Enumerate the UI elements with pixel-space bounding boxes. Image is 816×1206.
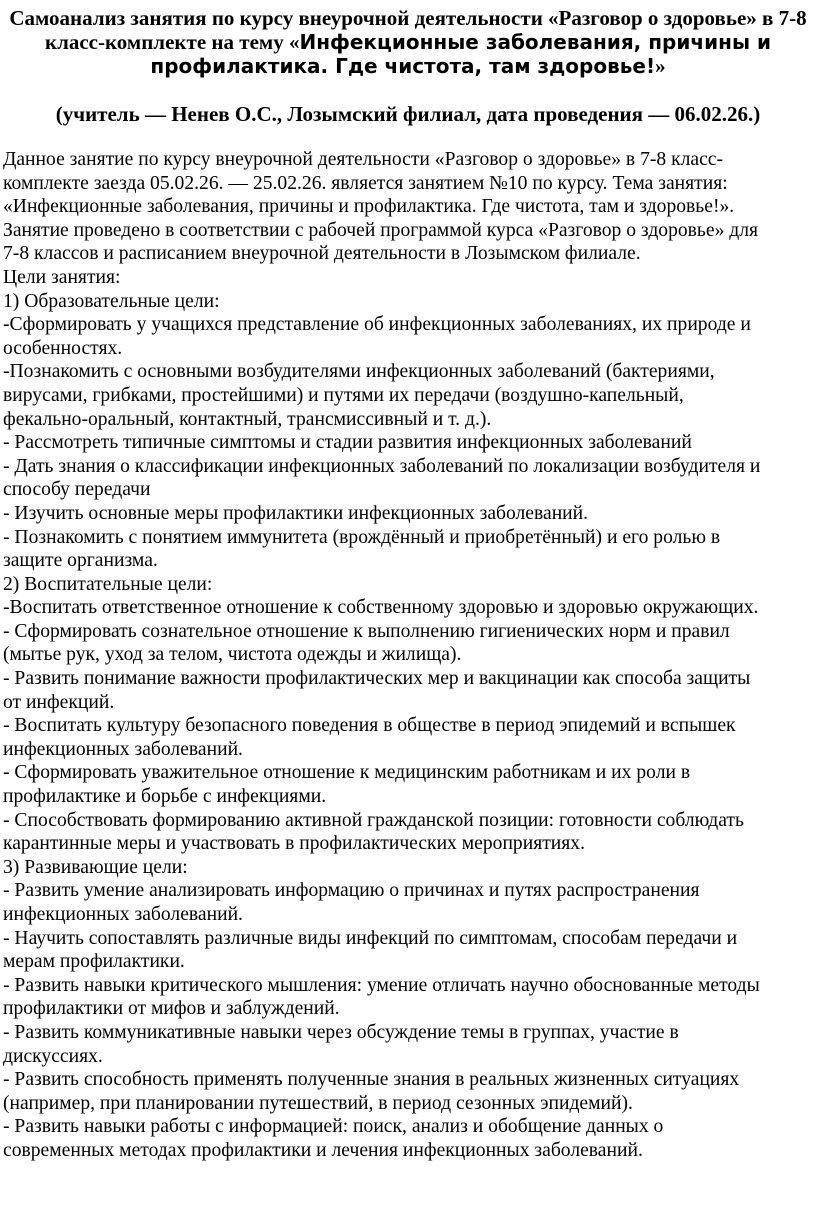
body-line: - Рассмотреть типичные симптомы и стадии развития инфекционных заболеваний (3, 432, 692, 454)
body-line: - Воспитать культуру безопасного поведения в обществе в период эпидемий и вспышек (3, 715, 736, 737)
body-line: мерам профилактики. (3, 951, 185, 973)
body-line: - Познакомить с понятием иммунитета (врождённый и приобретённый) и его ролью в (3, 526, 721, 548)
document-body (3, 148, 816, 1163)
body-line: (мытье рук, уход за телом, чистота одежды и жилища). (3, 644, 462, 666)
title-line-2 (3, 30, 813, 54)
body-line: - Развить понимание важности профилактических мер и вакцинации как способа защиты (3, 668, 751, 690)
body-line: способу передачи (3, 479, 151, 501)
body-line: (например, при планировании путешествий, в период сезонных эпидемий). (3, 1092, 633, 1114)
body-line: -Воспитать ответственное отношение к собственному здоровью и здоровью окружающих. (3, 597, 759, 619)
body-line: профилактики от мифов и заблуждений. (3, 998, 340, 1020)
body-line: Занятие проведено в соответствии с рабочей программой курса «Разговор о здоровье» для (3, 219, 759, 241)
body-line: 7-8 классов и расписанием внеурочной деятельности в Лозымском филиале. (3, 243, 641, 265)
body-line: 3) Развивающие цели: (3, 856, 188, 878)
teacher-info: (учитель — Ненев О.С., Лозымский филиал, дата проведения — 06.02.26.) (55, 102, 761, 126)
body-line: -Познакомить с основными возбудителями инфекционных заболеваний (бактериями, (3, 361, 715, 383)
title-line-3 (3, 54, 813, 78)
body-line: Цели занятия: (3, 266, 121, 288)
body-line: - Развить навыки работы с информацией: поиск, анализ и обобщение данных о (3, 1116, 664, 1138)
body-line: вирусами, грибками, простейшими) и путями их передачи (воздушно-капельный, (3, 384, 684, 406)
body-line: - Научить сопоставлять различные виды инфекций по симптомам, способам передачи и (3, 927, 738, 949)
body-line: -Сформировать у учащихся представление об инфекционных заболеваниях, их природе и (3, 314, 751, 336)
body-line: - Дать знания о классификации инфекционных заболеваний по локализации возбудителя и (3, 455, 761, 477)
body-line: - Сформировать сознательное отношение к выполнению гигиенических норм и правил (3, 620, 730, 642)
body-line: фекально-оральный, контактный, трансмиссивный и т. д.). (3, 408, 492, 430)
body-line: - Развить коммуникативные навыки через обсуждение темы в группах, участие в (3, 1021, 679, 1043)
body-line: - Способствовать формированию активной гражданской позиции: готовности соблюдать (3, 809, 744, 831)
body-line: - Изучить основные меры профилактики инфекционных заболеваний. (3, 502, 589, 524)
body-line: от инфекций. (3, 691, 115, 713)
body-line: - Развить навыки критического мышления: умение отличать научно обоснованные методы (3, 974, 760, 996)
title-line-3-suffix: » (655, 54, 666, 78)
body-line: 2) Воспитательные цели: (3, 573, 213, 595)
title-line-2-prefix: класс-комплекте на тему « (44, 30, 300, 54)
body-line: Данное занятие по курсу внеурочной деятельности «Разговор о здоровье» в 7-8 класс- (3, 149, 723, 170)
body-line: карантинные меры и участвовать в профилактических мероприятиях. (3, 833, 585, 855)
body-line: современных методах профилактики и лечения инфекционных заболеваний. (3, 1139, 643, 1161)
document-title (3, 6, 813, 78)
body-line: - Развить способность применять полученные знания в реальных жизненных ситуациях (3, 1069, 740, 1091)
title-line-1: Самоанализ занятия по курсу внеурочной деятельности «Разговор о здоровье» в 7-8 (9, 6, 807, 30)
body-line: особенностях. (3, 337, 123, 359)
body-line: профилактике и борьбе с инфекциями. (3, 786, 327, 808)
body-line: 1) Образовательные цели: (3, 290, 220, 312)
title-topic-part-1: Инфекционные заболевания, причины и (299, 30, 772, 54)
body-line: комплекте заезда 05.02.26. — 25.02.26. является занятием №10 по курсу. Тема занятия: (3, 172, 728, 194)
body-line: защите организма. (3, 550, 158, 572)
title-topic-part-2: профилактика. Где чистота, там здоровье! (150, 54, 656, 78)
body-line: - Сформировать уважительное отношение к медицинским работникам и их роли в (3, 762, 691, 784)
body-line: «Инфекционные заболевания, причины и профилактика. Где чистота, там и здоровье!». (3, 196, 735, 218)
body-line: дискуссиях. (3, 1045, 103, 1067)
body-line: - Развить умение анализировать информацию о причинах и путях распространения (3, 880, 700, 902)
body-line: инфекционных заболеваний. (3, 904, 243, 925)
body-line: инфекционных заболеваний. (3, 738, 243, 760)
